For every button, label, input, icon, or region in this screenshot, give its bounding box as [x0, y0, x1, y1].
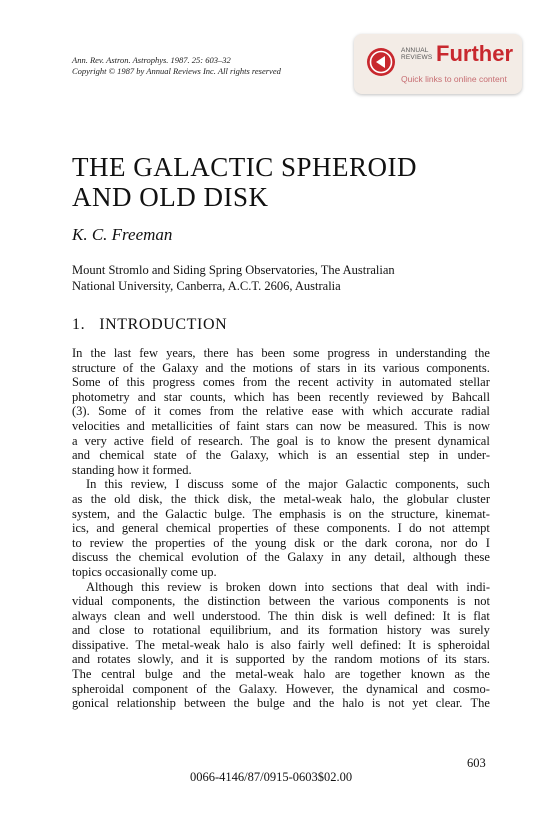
body-line: standing how it formed.	[72, 462, 192, 477]
body-line: as the old disk, the thick disk, the metal-weak halo, the globular cluster	[72, 491, 490, 506]
body-line: (3). Some of it comes from the relative ease with which accurate radial	[72, 404, 490, 419]
article-title	[72, 152, 417, 212]
body-line: discuss the chemical evolution of the Galaxy in any detail, although these	[72, 550, 490, 565]
affiliation-line: Mount Stromlo and Siding Spring Observatories, The Australian	[72, 263, 395, 277]
body-line: topics occasionally come up.	[72, 564, 217, 579]
body-line: system, and the Galactic bulge. The emphasis is on the structure, kinemat-	[72, 506, 490, 521]
arrow-left-circle-icon	[366, 47, 396, 77]
body-line: dissipative. The metal-weak halo is also fairly well defined: It is spheroidal	[72, 637, 490, 652]
author-affiliation	[72, 262, 395, 294]
further-label: Further	[436, 41, 513, 66]
brand-line-2: REVIEWS	[401, 54, 433, 61]
journal-citation	[72, 55, 281, 77]
further-subtitle: Quick links to online content	[401, 74, 507, 84]
body-line: always clean and well understood. The thin disk is well defined: It is flat	[72, 608, 490, 623]
body-line: gonical relationship between the bulge and the halo is not yet clear. The	[72, 696, 490, 711]
page-number: 603	[467, 756, 486, 770]
annual-reviews-brand	[401, 47, 432, 61]
body-line: photometry and star counts, which has been recently reviewed by Bahcall	[72, 389, 490, 404]
body-line: and chemical state of the Galaxy, which is an essential step in under-	[72, 448, 490, 463]
body-line: velocities and metallicities of faint stars can now be measured. This is now	[72, 418, 490, 433]
affiliation-line: National University, Canberra, A.C.T. 2606, Australia	[72, 279, 341, 293]
body-line: In this review, I discuss some of the major Galactic components, such	[86, 477, 490, 492]
further-links-badge[interactable]	[354, 34, 522, 94]
body-line: a very active field of research. The goal is to know the present dynamical	[72, 433, 490, 448]
body-line: spheroidal component of the Galaxy. However, the dynamical and cosmo-	[72, 681, 490, 696]
section-heading	[72, 316, 227, 334]
body-line: and rotates slowly, and it is supported by the random motions of its stars.	[72, 652, 490, 667]
body-line: In the last few years, there has been some progress in understanding the	[72, 346, 490, 360]
brand-line-1: ANNUAL	[401, 47, 429, 54]
body-line: vidual components, the distinction between the various components is not	[72, 594, 490, 609]
body-line: The central bulge and the metal-weak halo are together known as the	[72, 667, 490, 682]
copyright-line: Copyright © 1987 by Annual Reviews Inc. All rights reserved	[72, 66, 281, 76]
author-name: K. C. Freeman	[72, 225, 173, 244]
journal-line: Ann. Rev. Astron. Astrophys. 1987. 25: 603–32	[72, 55, 231, 65]
body-line: structure of the Galaxy and the motions of stars in its various components.	[72, 360, 490, 375]
section-number: 1.	[72, 316, 86, 333]
title-line: AND OLD DISK	[72, 182, 269, 212]
title-line: THE GALACTIC SPHEROID	[72, 152, 417, 182]
body-text	[72, 346, 490, 711]
body-line: and close to rotational equilibrium, and its formation history was surely	[72, 623, 490, 638]
body-line: Some of this progress comes from the recent activity in automated stellar	[72, 375, 490, 390]
body-line: to review the properties of the young disk or the dark corona, nor do I	[72, 535, 490, 550]
article-code: 0066-4146/87/0915-0603$02.00	[190, 770, 353, 784]
section-title: INTRODUCTION	[99, 316, 228, 333]
body-line: Although this review is broken down into sections that deal with indi-	[86, 579, 490, 594]
body-line: ics, and general chemical properties of these components. I do not attempt	[72, 521, 490, 536]
